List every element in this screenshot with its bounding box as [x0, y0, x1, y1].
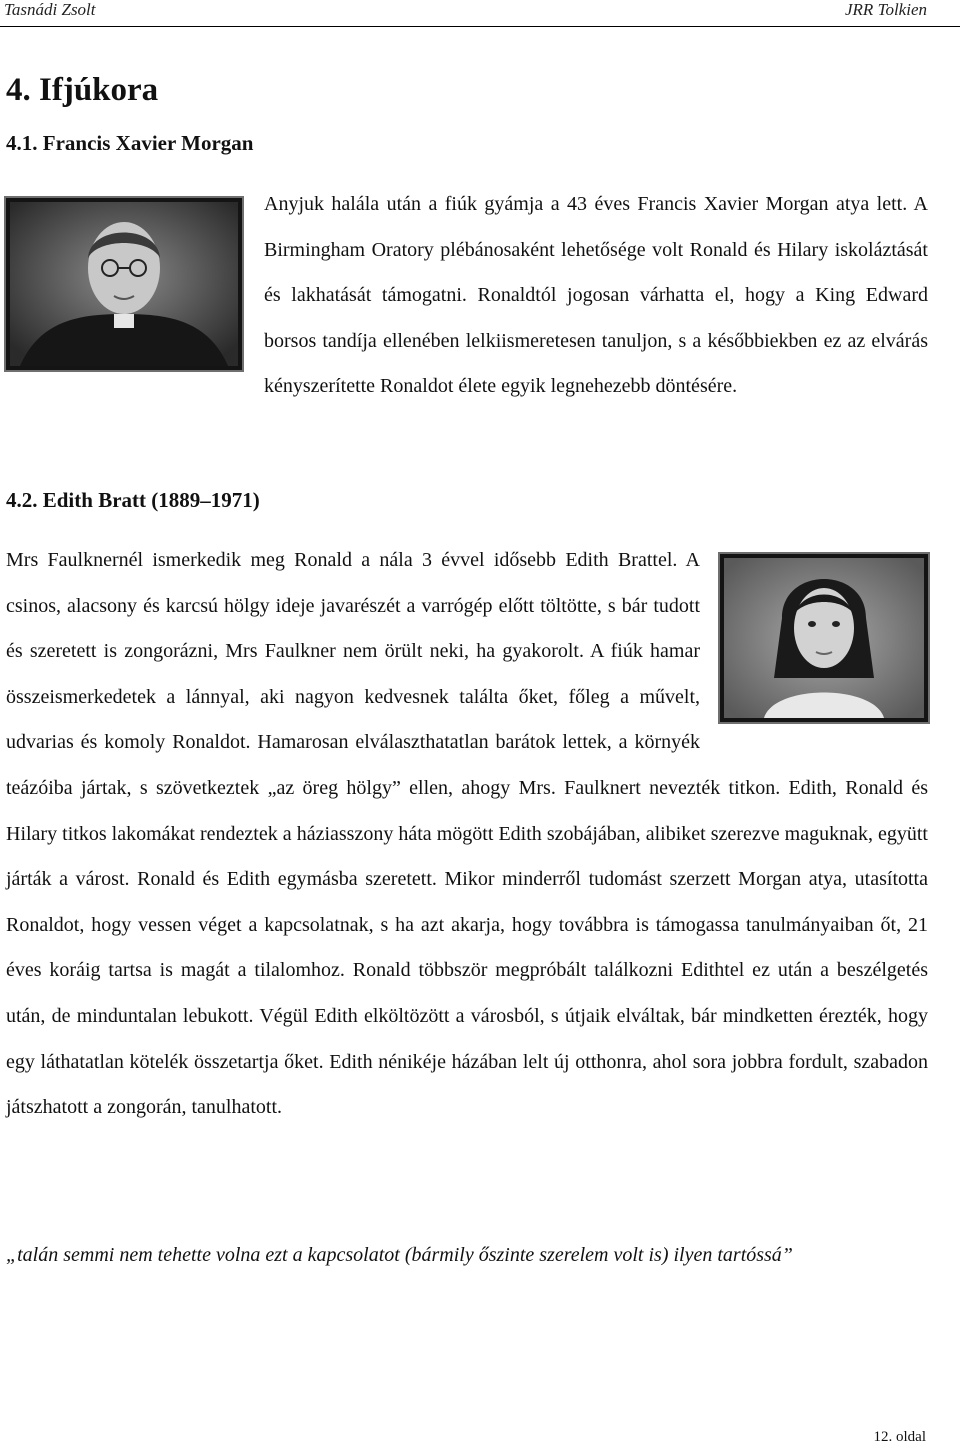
paragraph-edith	[6, 538, 928, 1131]
page-number: 12. oldal	[873, 1429, 926, 1445]
morgan-portrait-photo	[6, 198, 242, 370]
paragraph-morgan	[6, 182, 928, 410]
header-rule	[0, 26, 960, 27]
header-book-title: JRR Tolkien	[845, 0, 927, 19]
chapter-title: 4. Ifjúkora	[6, 72, 159, 108]
paragraph-edith-text: Mrs Faulknernél ismerkedik meg Ronald a nála 3 évvel idősebb Edith Brattel. A csinos, alacsony és karcsú hölgy ideje javarészét a varrógép előtt töltötte, s bár tudott és szeretett is zongorázni, Mrs Faulkner nem örült neki, ha gyakorolt. A fiúk hamar összeismerkedetek a lánnyal, aki nagyon kedvesnek találta őket, főleg a művelt, udvarias és komoly Ronaldot. Hamarosan elválaszthatatlan barátok lettek, a környék teázóiba jártak, s szövetkeztek „az öreg hölgy” ellen, ahogy Mrs. Faulknert nevezték titkon. Edith, Ronald és Hilary titkos lakomákat rendeztek a háziasszony háta mögött Edith szobájában, alibiket szerezve maguknak, együtt járták a várost. Ronald és Edith egymásba szeretett. Mikor minderről tudomást szerzett Morgan atya, utasította Ronaldot, hogy vessen véget a kapcsolatnak, s ha azt akarja, hogy továbbra is támogassa tanulmányaiban őt, 21 éves koráig tartsa is magát a tilalomhoz. Ronald többször megpróbált találkozni Edithtel ez után a beszélgetés után, de minduntalan lebukott. Végül Edith elköltözött a városból, s útjaik elváltak, bár mindketten érezték, hogy egy láthatatlan kötelék összetartja őket. Edith nénikéje házában lelt új otthonra, ahol sora jobbra fordult, szabadon játszhatott a zongorán, tanulhatott.	[6, 549, 928, 1119]
quote-paragraph: „talán semmi nem tehette volna ezt a kapcsolatot (bármily őszinte szerelem volt is) ilyen tartóssá”	[6, 1244, 793, 1266]
section-title-morgan: 4.1. Francis Xavier Morgan	[6, 131, 254, 155]
header-author: Tasnádi Zsolt	[4, 0, 96, 19]
edith-portrait-photo	[720, 554, 928, 722]
section-title-edith: 4.2. Edith Bratt (1889–1971)	[6, 488, 260, 512]
paragraph-morgan-text: Anyjuk halála után a fiúk gyámja a 43 éves Francis Xavier Morgan atya lett. A Birmingham Oratory plébánosaként lehetősége volt Ronald és Hilary iskoláztását és lakhatását támogatni. Ronaldtól jogosan várhatta el, hogy a King Edward borsos tandíja ellenében lelkiismeretesen tanuljon, s a későbbiekben ez az elvárás kényszerítette Ronaldot élete egyik legnehezebb döntésére.	[264, 193, 928, 398]
